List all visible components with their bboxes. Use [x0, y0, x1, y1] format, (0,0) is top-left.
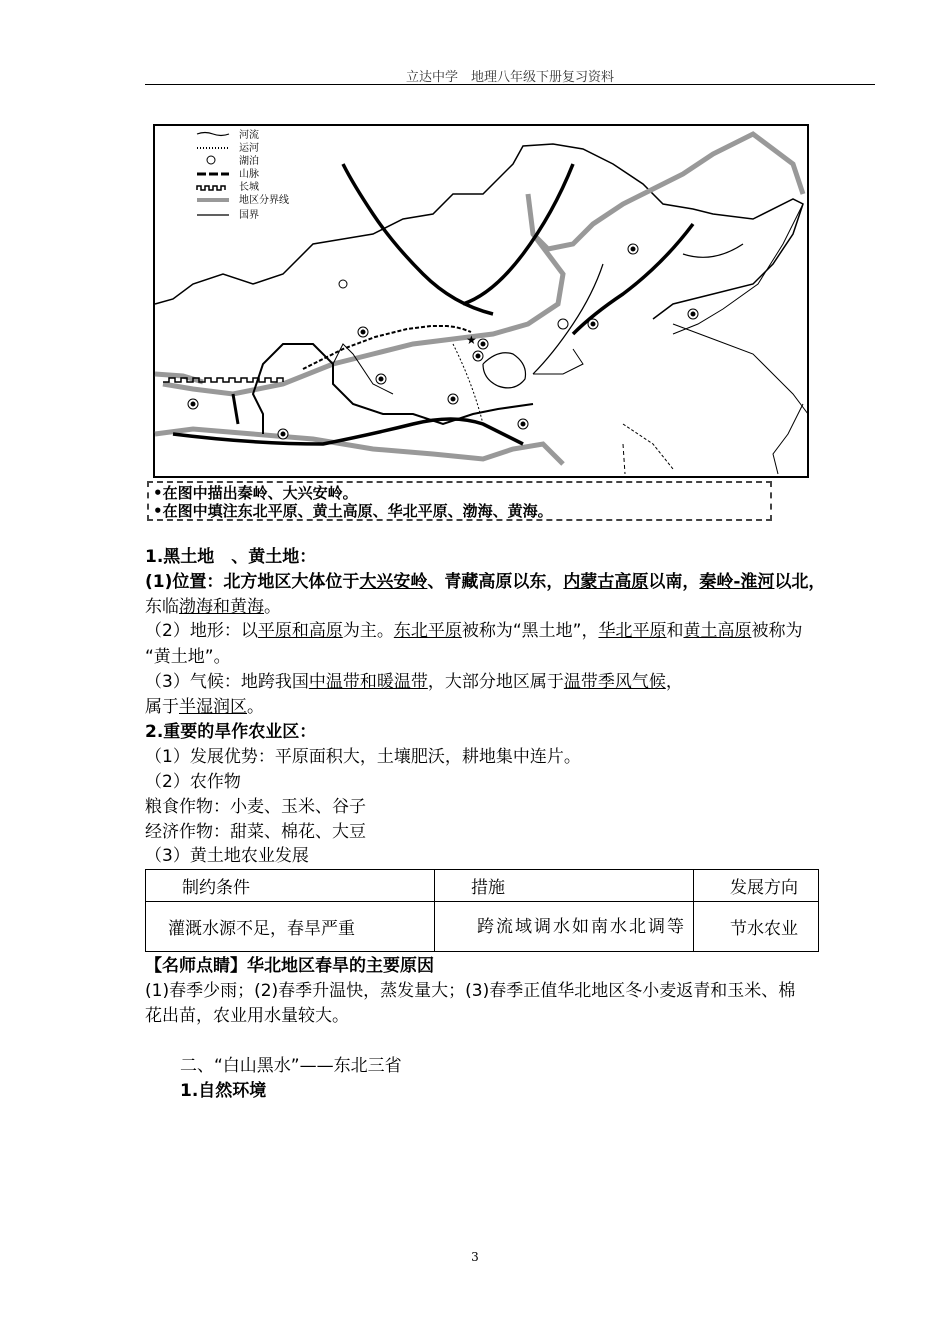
cash-crops: 经济作物：甜菜、棉花、大豆	[145, 822, 366, 842]
svg-text:★: ★	[466, 333, 477, 347]
table-header-cell: 措施	[435, 870, 694, 902]
loess-agri-title: （3）黄土地农业发展	[145, 846, 309, 866]
climate-line-2: 属于半湿润区。	[145, 697, 264, 717]
table-cell: 灌溉水源不足，春旱严重	[146, 902, 435, 952]
page-header: 立达中学 地理八年级下册复习资料	[405, 70, 614, 85]
tip-line-1: (1)春季少雨；(2)春季升温快，蒸发量大；(3)春季正值华北地区冬小麦返青和玉米、棉	[145, 981, 796, 1001]
agri-table	[145, 869, 819, 952]
page-number: 3	[471, 1250, 479, 1264]
grain-crops: 粮食作物：小麦、玉米、谷子	[145, 797, 366, 817]
location-line-1: (1)位置：北方地区大体位于大兴安岭、青藏高原以东，内蒙古高原以南，秦岭-淮河以北，	[145, 572, 826, 592]
map-task-box	[147, 481, 772, 521]
legend-region-boundary-label: 地区分界线	[239, 195, 289, 206]
header-rule	[145, 84, 875, 85]
legend-lake-label: 湖泊	[239, 156, 259, 167]
table-header-row	[146, 870, 819, 902]
table-header-cell: 制约条件	[146, 870, 435, 902]
legend-canal-label: 运河	[239, 143, 259, 154]
terrain-line-2: “黄土地”。	[145, 647, 231, 667]
table-row	[146, 902, 819, 952]
table-cell: 跨流域调水如南水北调等	[435, 902, 694, 952]
section2-title: 2.重要的旱作农业区：	[145, 722, 317, 742]
northern-region-map	[153, 124, 809, 478]
tip-title: 【名师点睛】华北地区春旱的主要原因	[145, 956, 434, 976]
map-task-2: •在图中填注东北平原、黄土高原、华北平原、渤海、黄海。	[153, 502, 553, 520]
natural-env-title: 1.自然环境	[180, 1081, 267, 1101]
advantage-line: （1）发展优势：平原面积大，土壤肥沃，耕地集中连片。	[145, 747, 581, 767]
tip-line-2: 花出苗，农业用水量较大。	[145, 1006, 349, 1026]
legend-mountain-label: 山脉	[239, 169, 259, 180]
legend-national-border-label: 国界	[239, 210, 259, 221]
legend-great-wall-label: 长城	[239, 182, 259, 193]
section-two-title: 二、“白山黑水”——东北三省	[180, 1056, 402, 1076]
great-wall	[163, 378, 283, 382]
section1-title: 1.黑土地 、黄土地：	[145, 547, 317, 567]
map-task-1: •在图中描出秦岭、大兴安岭。	[153, 484, 358, 502]
location-line-2: 东临渤海和黄海。	[145, 597, 281, 617]
crops-title: （2）农作物	[145, 772, 241, 792]
table-header-cell: 发展方向	[694, 870, 819, 902]
climate-line-1: （3）气候：地跨我国中温带和暖温带，大部分地区属于温带季风气候，	[145, 672, 683, 692]
legend-river-label: 河流	[239, 130, 259, 141]
terrain-line-1: （2）地形：以平原和高原为主。东北平原被称为“黑土地”，华北平原和黄土高原被称为	[145, 621, 803, 641]
table-cell: 节水农业	[694, 902, 819, 952]
